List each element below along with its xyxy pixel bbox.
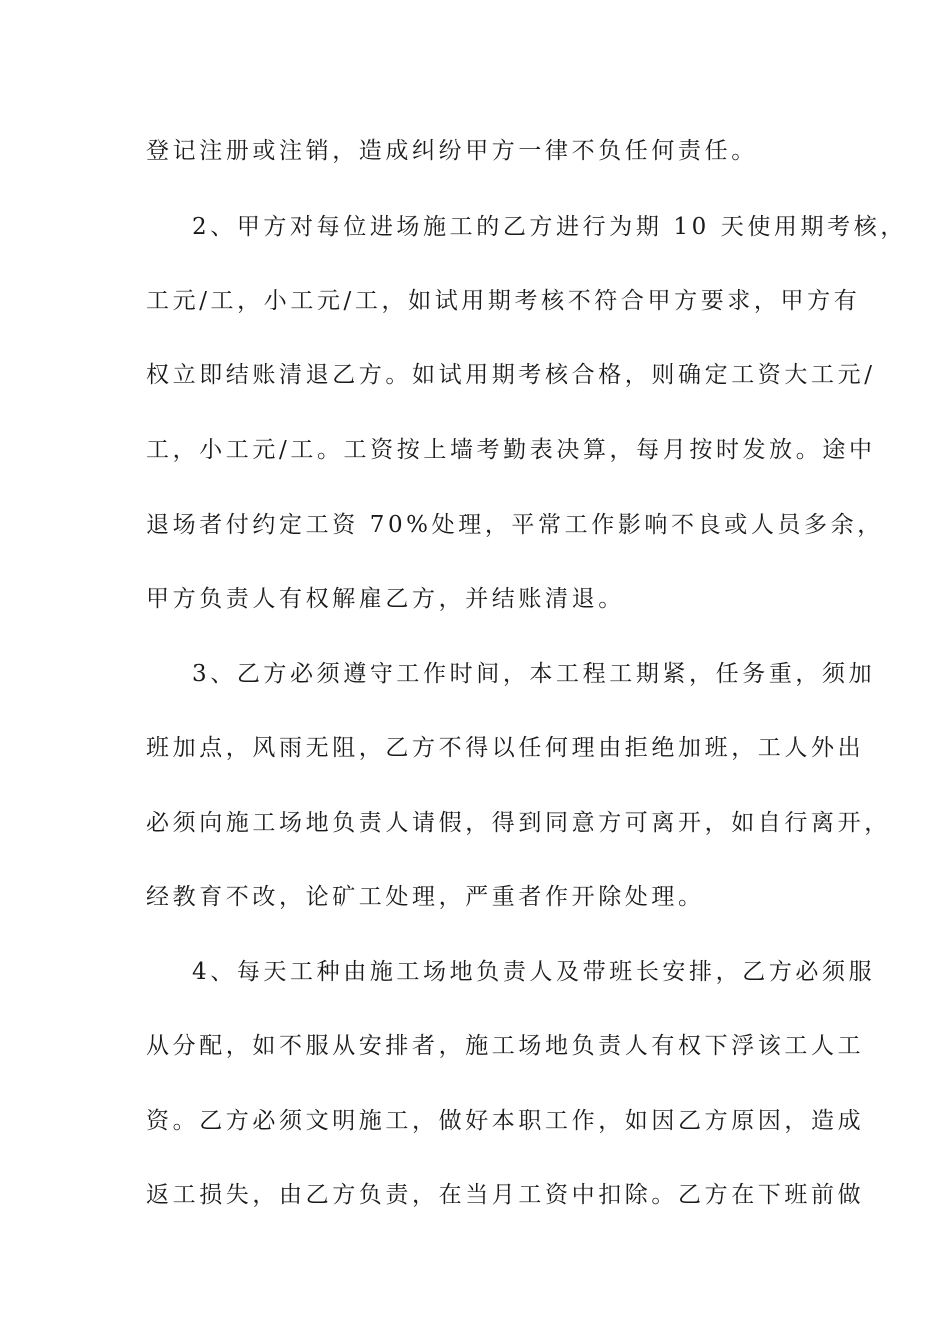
text-line: 登记注册或注销，造成纠纷甲方一律不负任何责任。 — [146, 138, 758, 164]
text-line: 工元/工，小工元/工，如试用期考核不符合甲方要求，甲方有 — [146, 288, 861, 314]
text-line: 资。乙方必须文明施工，做好本职工作，如因乙方原因，造成 — [146, 1108, 865, 1134]
text-line: 从分配，如不服从安排者，施工场地负责人有权下浮该工人工 — [146, 1033, 865, 1059]
paragraph-3-first-line: 3、乙方必须遵守工作时间，本工程工期紧，任务重，须加 — [192, 661, 876, 687]
text-line: 权立即结账清退乙方。如试用期考核合格，则确定工资大工元/ — [146, 362, 876, 388]
paragraph-2-first-line: 2、甲方对每位进场施工的乙方进行为期 10 天使用期考核， — [192, 214, 907, 240]
text-line: 甲方负责人有权解雇乙方，并结账清退。 — [146, 586, 625, 612]
text-line: 工，小工元/工。工资按上墙考勤表决算，每月按时发放。途中 — [146, 437, 876, 463]
text-line: 退场者付约定工资 70%处理，平常工作影响不良或人员多余， — [146, 512, 884, 538]
text-line: 经教育不改，论矿工处理，严重者作开除处理。 — [146, 884, 705, 910]
text-line: 返工损失，由乙方负责，在当月工资中扣除。乙方在下班前做 — [146, 1182, 865, 1208]
text-line: 必须向施工场地负责人请假，得到同意方可离开，如自行离开， — [146, 810, 891, 836]
text-line: 班加点，风雨无阻，乙方不得以任何理由拒绝加班，工人外出 — [146, 735, 865, 761]
paragraph-4-first-line: 4、每天工种由施工场地负责人及带班长安排，乙方必须服 — [192, 959, 876, 985]
